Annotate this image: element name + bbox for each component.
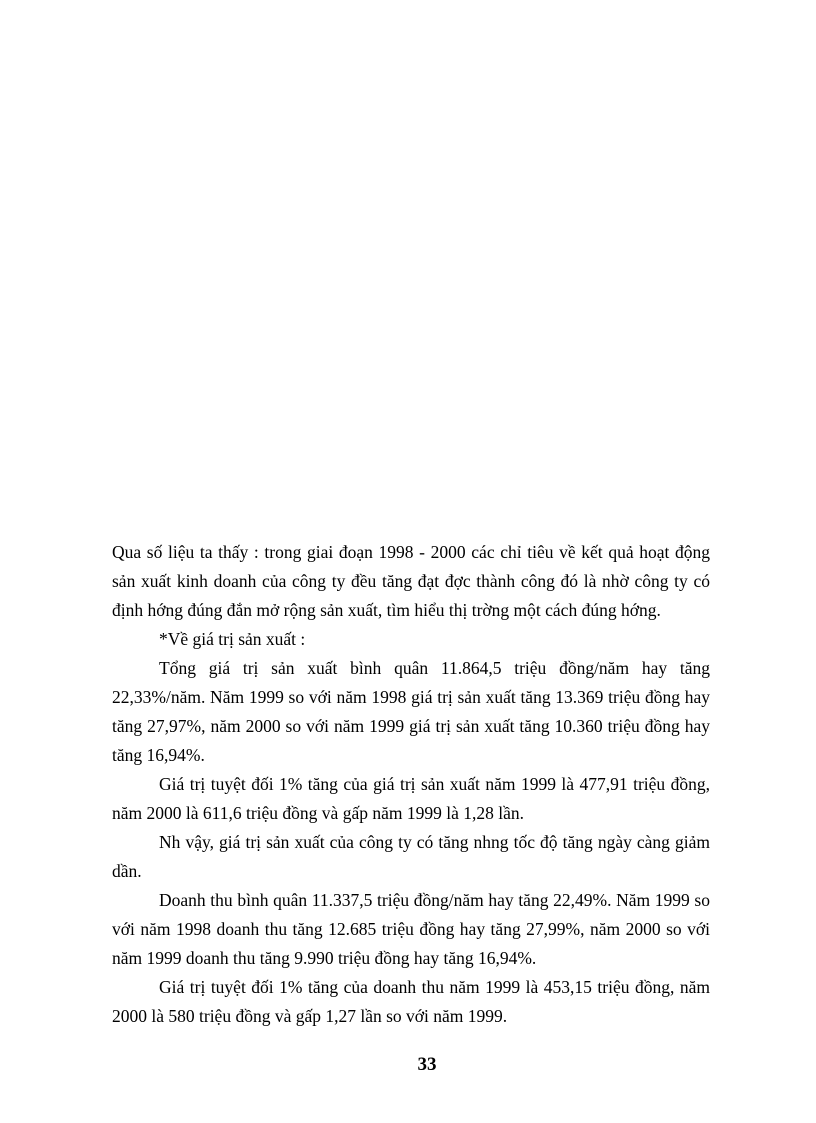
paragraph-revenue-absolute: Giá trị tuyệt đối 1% tăng của doanh thu năm 1999 là 453,15 triệu đồng, năm 2000 là 580 triệu đồng và gấp 1,27 lần so với năm 1999. bbox=[112, 977, 710, 1026]
paragraph-production-total: Tổng giá trị sản xuất bình quân 11.864,5 triệu đồng/năm hay tăng 22,33%/năm. Năm 1999 so với năm 1998 giá trị sản xuất tăng 13.369 triệu đồng hay tăng 27,97%, năm 2000 so với năm 1999 giá trị sản xuất tăng 10.360 triệu đồng hay tăng 16,94%. bbox=[112, 658, 710, 765]
body-text bbox=[112, 538, 710, 1031]
paragraph-production-absolute: Giá trị tuyệt đối 1% tăng của giá trị sản xuất năm 1999 là 477,91 triệu đồng, năm 2000 là 611,6 triệu đồng và gấp năm 1999 là 1,28 lần. bbox=[112, 774, 710, 823]
paragraph-revenue-average: Doanh thu bình quân 11.337,5 triệu đồng/năm hay tăng 22,49%. Năm 1999 so với năm 1998 doanh thu tăng 12.685 triệu đồng hay tăng 27,99%, năm 2000 so với năm 1999 doanh thu tăng 9.990 triệu đồng hay tăng 16,94%. bbox=[112, 890, 710, 968]
page-number: 33 bbox=[417, 1054, 437, 1075]
paragraph-production-conclusion: Nh vậy, giá trị sản xuất của công ty có tăng nhng tốc độ tăng ngày càng giảm dần. bbox=[112, 832, 710, 881]
paragraph-summary: Qua số liệu ta thấy : trong giai đoạn 1998 - 2000 các chỉ tiêu về kết quả hoạt động sản xuất kinh doanh của công ty đều tăng đạt đợc thành công đó là nhờ công ty có định hớng đúng đắn mở rộng sản xuất, tìm hiểu thị trờng một cách đúng hớng. bbox=[112, 542, 710, 620]
section-heading-production-value: *Về giá trị sản xuất : bbox=[159, 629, 306, 649]
